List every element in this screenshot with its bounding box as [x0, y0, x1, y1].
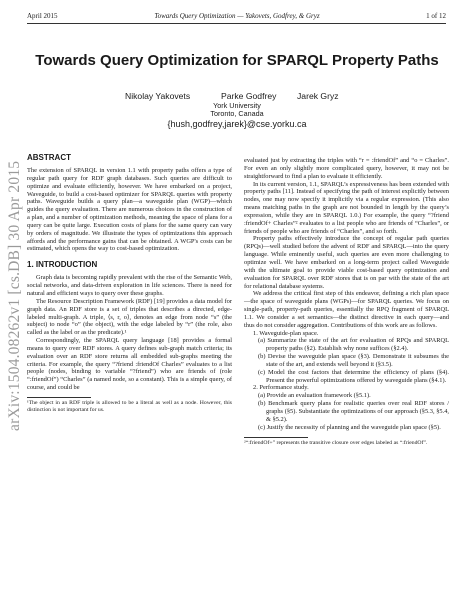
footnote-rule [244, 437, 308, 438]
header-rule [27, 23, 446, 24]
paragraph: In its current version, 1.1, SPARQL’s expressiveness has been extended with property paths [11]. Instead of specifying the path of interest explicitly between nodes, one may now specify it implicitly via a regular expression. (This also means matching paths in the graph are not bounded in length by the query’s expression, while they are in SPARQL 1.0.) For example, the query “?friend :friendOf+ Charles”² evaluates to a list people who are friends of “Charles”, or friends of people who are friends of “Charles”, and so forth. [244, 180, 450, 235]
affiliation-institution: York University [213, 101, 261, 110]
author-name: Nikolay Yakovets [125, 91, 191, 101]
abstract-text: The extension of SPARQL in version 1.1 with property paths offers a type of regular path query for RDF graph databases. Such queries are difficult to optimize and evaluate efficiently, however. We have embarked on a project, Waveguide, to build a cost-based optimizer for SPARQL queries with property paths. Waveguide builds a query plan—a waveguide plan (WGP)—which guides the query evaluation. There are numerous choices in the construction of a plan, and a number of optimization methods, meaning the space of plans for a query can be quite large. Execution costs of plans for the same query can vary by orders of magnitude. We illustrate the types of optimizations this approach affords and the performance gains that can be obtained. A WGP's costs can be estimated, which opens the way to cost-based optimization. [27, 167, 232, 253]
list-item: (b) Devise the waveguide plan space (§3). Demonstrate it subsumes the state of the art, and extends well beyond it (§3.5). [258, 353, 449, 368]
abstract-heading: ABSTRACT [27, 153, 71, 162]
list-item: (a) Provide an evaluation framework (§5.1). [258, 392, 371, 400]
header-date: April 2015 [27, 12, 58, 20]
paragraph: Property paths effectively introduce the concept of regular path queries (RPQs)—well studied before the advent of RDF and SPARQL—into the query language. While eminently useful, such queries are even more challenging to optimize well. We have embarked on a long-term project called Waveguide with the ultimate goal to provide viable cost-based query optimization and evaluation for SPARQL over RDF stores that is on par with the state of the art for relational database systems. [244, 235, 449, 290]
paragraph: evaluated just by extracting the triples with “r = :friendOf” and “o = Charles”. For even an only slightly more complicated query, however, it may not be straightforward to find a plan to evaluate it efficiently. [244, 157, 449, 180]
author-name: Parke Godfrey [221, 91, 277, 101]
right-column [244, 157, 449, 446]
list-item: 2. Performance study. [253, 384, 309, 392]
paragraph: Graph data is becoming rapidly prevalent with the rise of the Semantic Web, social networks, and data-driven exploration in life sciences. There is need for natural and efficient ways to query over these graphs. [27, 274, 232, 297]
list-item: 1. Waveguide-plan space. [253, 329, 319, 337]
paper-title: Towards Query Optimization for SPARQL Property Paths [35, 52, 439, 69]
header-running-title: Towards Query Optimization — Yakovets, Godfrey, & Gryz [154, 12, 320, 20]
list-item: (b) Benchmark query plans for realistic queries over real RDF stores / graphs (§5). Substantiate the optimizations of our approach (§5.3, §5.4, & §5.2). [258, 400, 449, 423]
list-item: (a) Summarize the state of the art for evaluation of RPQs and SPARQL property paths (§2). Establish why none suffices (§2.4). [258, 337, 449, 353]
paragraph: We address the critical first step of this endeavor, defining a rich plan space—the space of waveguide plans (WGPs)—for SPARQL queries. We focus on single-path, property-path queries, essentially the RPQ fragment of SPARQL 1.1. We consider a set semantics—the distinct directive in each query—and thus do not consider aggregation. Contributions of this work are as follows. [244, 290, 449, 329]
paragraph: The Resource Description Framework (RDF) [19] provides a data model for graph data. An RDF store is a set of triples that describes a directed, edge-labeled multi-graph. A triple, ⟨s, r, o⟩, denotes an edge from node “s” (the subject) to node “o” (the object), with the edge labeled by “r” (the role, also called as the label or as the predicate).¹ [27, 297, 232, 337]
author-emails: {hush,godfrey,jarek}@cse.yorku.ca [167, 119, 307, 129]
paragraph: Correspondingly, the SPARQL query language [18] provides a formal means to query over RDF stores. A query defines sub-graph match criteria; its evaluation over an RDF store returns all embedded sub-graphs meeting the criteria. For example, the query “?friend :friendOf Charles” evaluates to a list people (nodes, binding to variable “?friend”) who are friends of (role “:friendOf”) “Charles” (a named node, so a constant). This is a simple query, of course, and could be [27, 337, 232, 392]
contribution-list [244, 330, 449, 432]
author-name: Jarek Gryz [297, 91, 339, 101]
header-page-number: 1 of 12 [426, 12, 446, 20]
list-item: (c) Justify the necessity of planning and the waveguide plan space (§5). [258, 423, 441, 431]
affiliation-location: Toronto, Canada [210, 109, 264, 118]
footnote: ¹The object in an RDF triple is allowed to be a literal as well as a node. However, this distinction is not important for us. [27, 399, 232, 413]
list-item: (c) Model the cost factors that determine the efficiency of plans (§4). Present the powerful optimizations offered by waveguide plans (§4.1). [258, 368, 449, 384]
footnote-rule [27, 397, 91, 398]
left-column [27, 153, 232, 414]
arxiv-stamp: arXiv:1504.08262v1 [cs.DB] 30 Apr 2015 [6, 160, 23, 432]
footnote: ²“:friendOf+” represents the transitive closure over edges labeled as “:friendOf”. [244, 439, 428, 446]
intro-heading: 1. INTRODUCTION [27, 260, 98, 270]
